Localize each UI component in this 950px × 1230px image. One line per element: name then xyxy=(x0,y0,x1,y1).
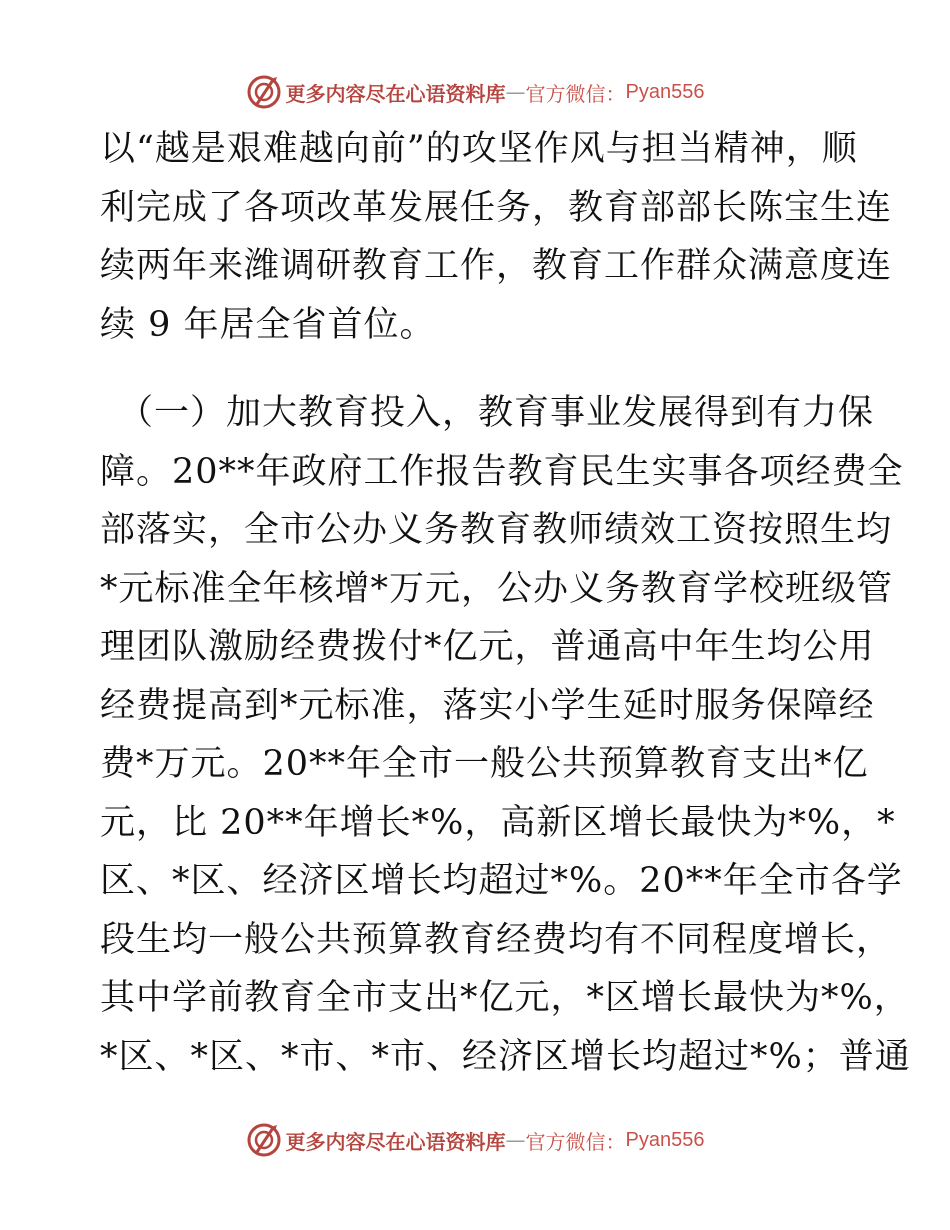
footer-banner xyxy=(0,1120,950,1160)
section-heading-line: （一）加大教育投入，教育事业发展得到有力保 xyxy=(118,393,875,433)
footer-separator: — xyxy=(505,1128,526,1152)
footer-promo-text: 更多内容尽在心语资料库 xyxy=(285,1129,506,1154)
text-line: 以“越是艰难越向前”的攻坚作风与担当精神，顺 xyxy=(100,129,858,169)
text-line: 理团队激励经费拨付*亿元，普通高中年生均公用 xyxy=(100,627,875,667)
text-line: 续 9 年居全省首位。 xyxy=(100,304,436,345)
text-line: 障。20**年政府工作报告教育民生实事各项经费全 xyxy=(100,451,904,492)
text-line: 区、*区、经济区增长均超过*%。20**年全市各学 xyxy=(100,861,903,901)
text-line: 段生均一般公共预算教育经费均有不同程度增长， xyxy=(100,919,893,960)
text-line: 元，比 20**年增长*%，高新区增长最快为*%，* xyxy=(100,802,896,843)
text-line: 利完成了各项改革发展任务，教育部部长陈宝生连 xyxy=(100,187,893,228)
text-line: *元标准全年核增*万元，公办义务教育学校班级管 xyxy=(100,568,894,609)
text-line: *区、*区、*市、*市、经济区增长均超过*%；普通 xyxy=(100,1036,911,1077)
logo-icon xyxy=(246,1122,282,1158)
header-wechat-id: Pyan556 xyxy=(625,80,705,103)
text-line: 经费提高到*元标准，落实小学生延时服务保障经 xyxy=(100,685,875,726)
text-line: 费*万元。20**年全市一般公共预算教育支出*亿 xyxy=(100,744,869,784)
header-separator: — xyxy=(505,80,526,104)
footer-wechat-label: 官方微信： xyxy=(525,1129,626,1154)
header-banner xyxy=(0,72,950,112)
header-promo-text: 更多内容尽在心语资料库 xyxy=(285,81,506,106)
logo-icon xyxy=(246,74,282,110)
text-line: 续两年来潍调研教育工作，教育工作群众满意度连 xyxy=(100,246,893,286)
text-line: 部落实，全市公办义务教育教师绩效工资按照生均 xyxy=(100,510,893,550)
text-line: 其中学前教育全市支出*亿元，*区增长最快为*%， xyxy=(100,978,910,1018)
footer-wechat-id: Pyan556 xyxy=(625,1128,705,1151)
header-wechat-label: 官方微信： xyxy=(525,81,626,106)
document-body xyxy=(100,120,911,1086)
